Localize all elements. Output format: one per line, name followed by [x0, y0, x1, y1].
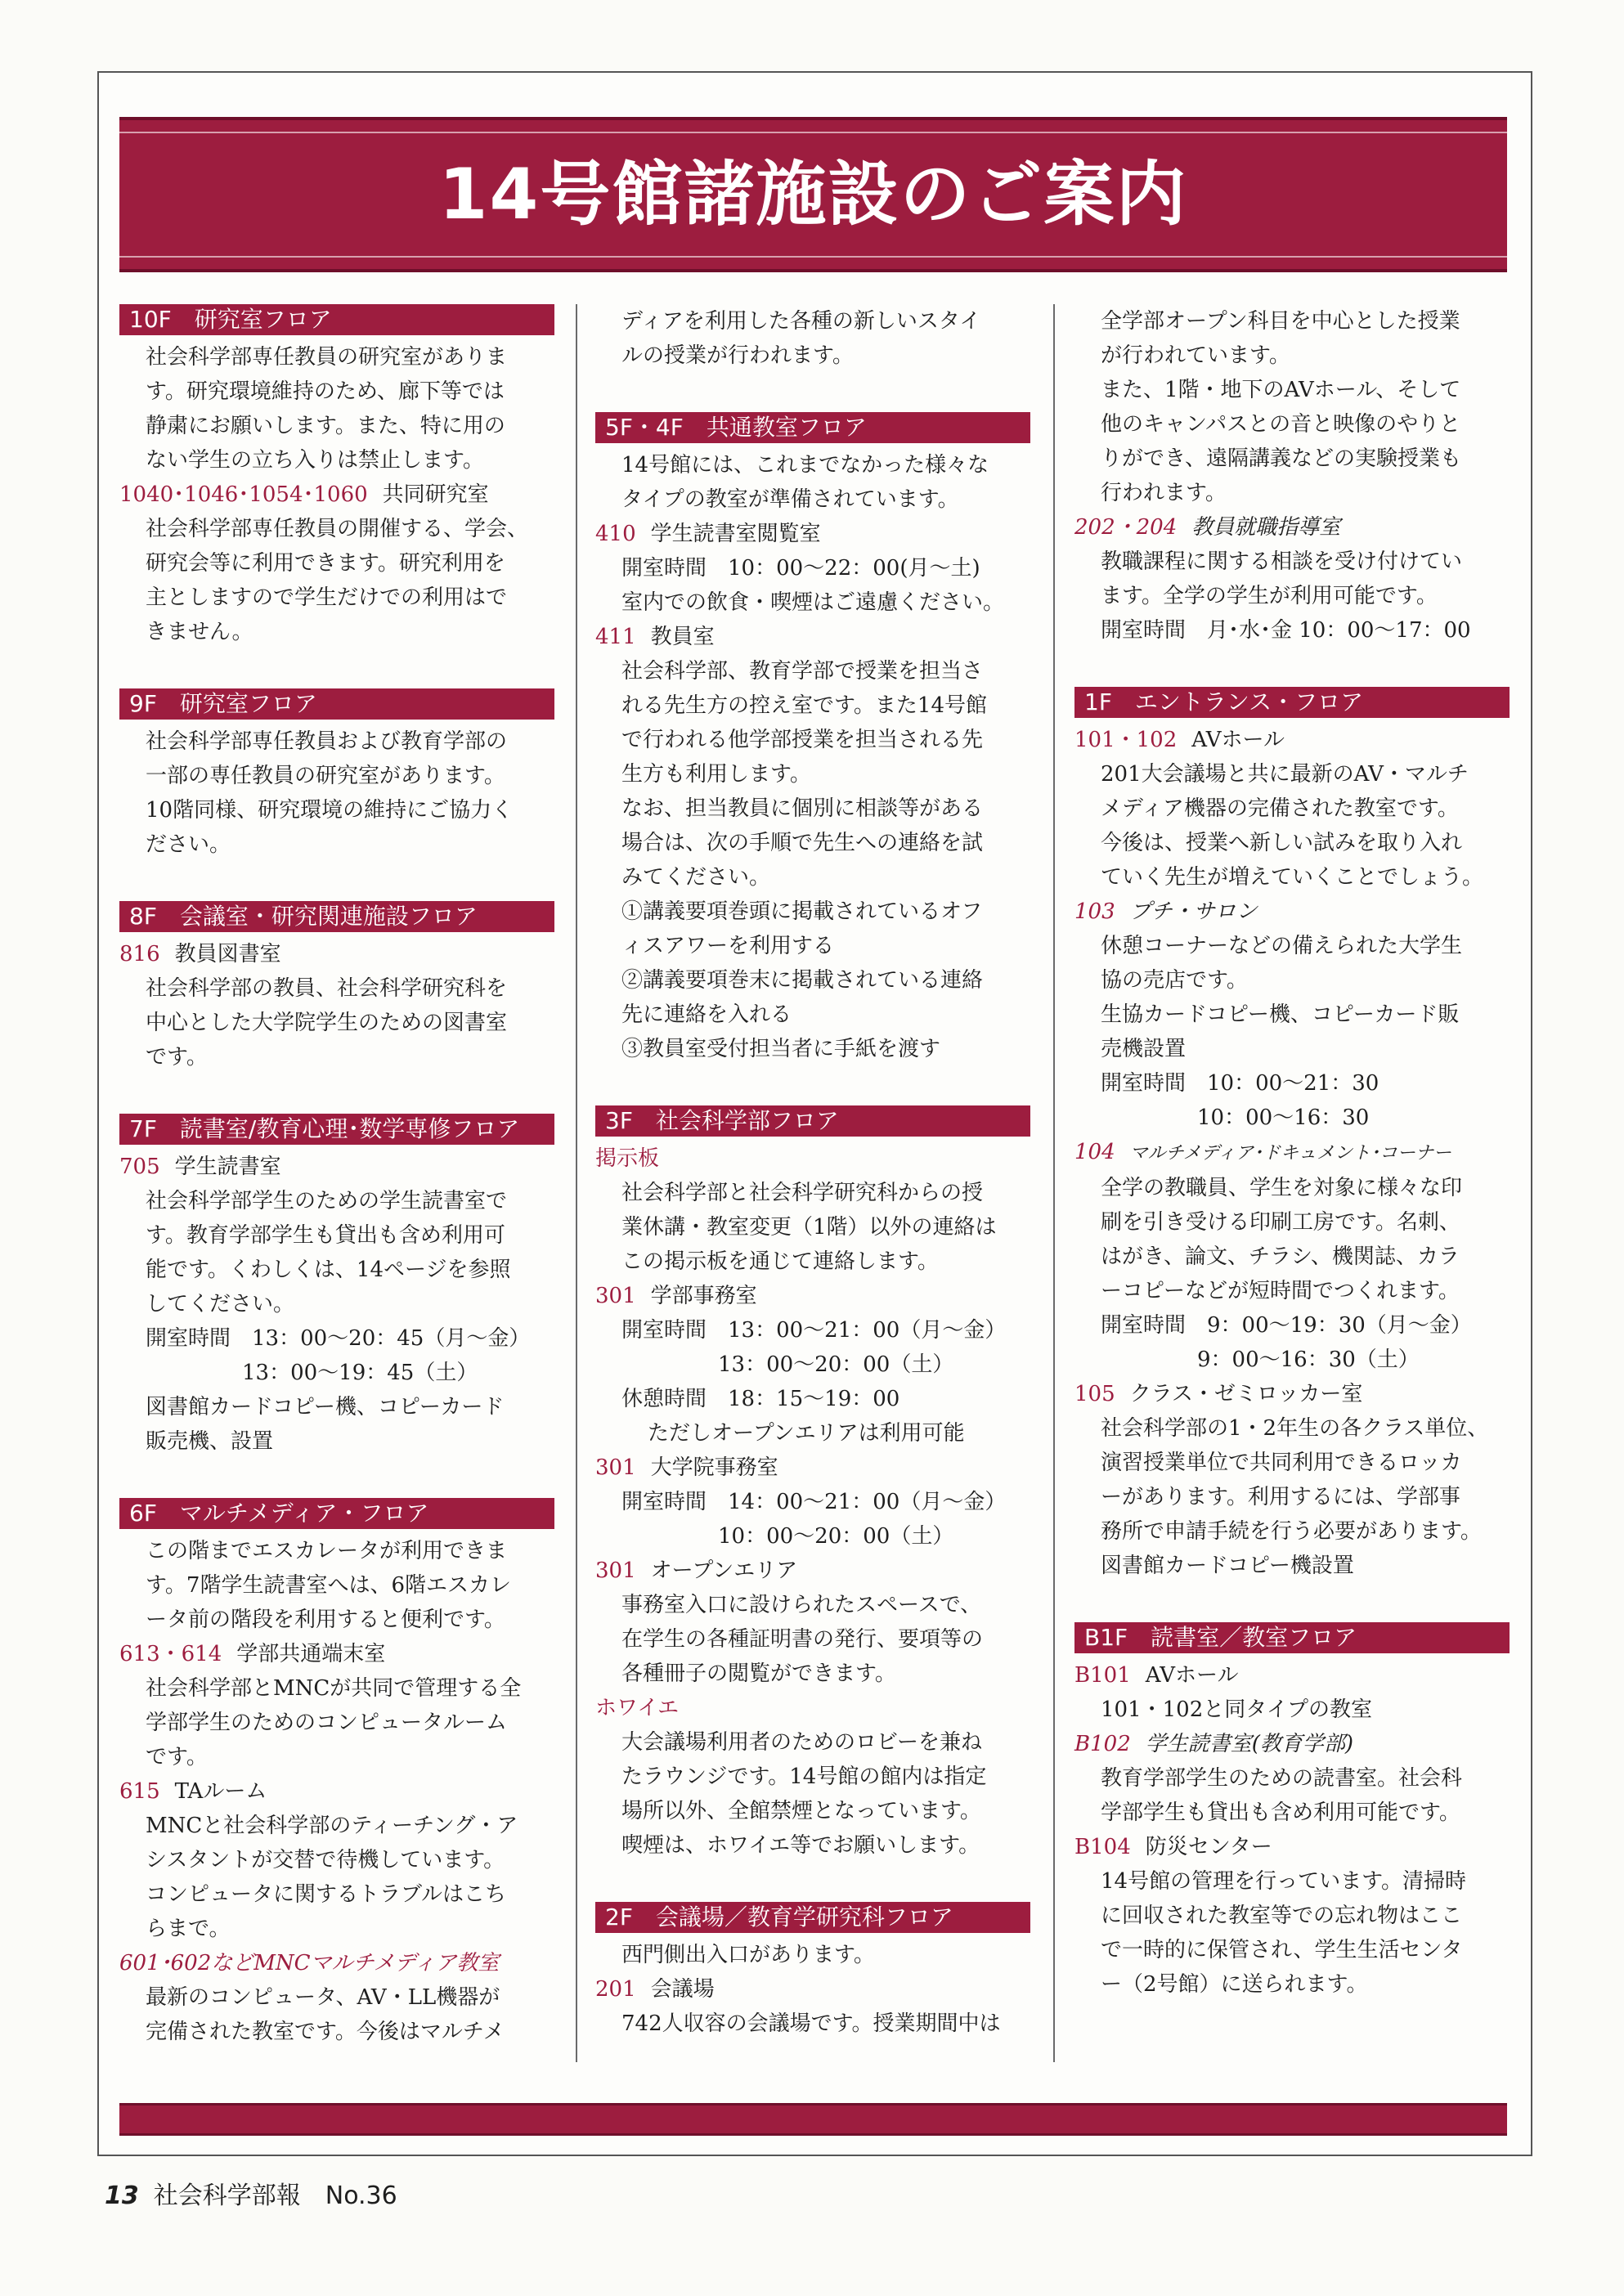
hours-line: 9：00〜16：30（土）: [1197, 1348, 1420, 1372]
text-line: 学部学生も貸出も含め利用可能です。: [1101, 1800, 1460, 1825]
room-number: 104: [1074, 1140, 1115, 1164]
room-number: 615: [119, 1779, 160, 1804]
section-2f: [595, 1902, 1037, 2041]
text-line: です。: [146, 1745, 208, 1769]
section-header: 1F エントランス・フロア: [1074, 687, 1510, 718]
text-line: 能です。くわしくは、14ページを参照: [146, 1258, 511, 1282]
text-line: 101・102と同タイプの教室: [1101, 1697, 1372, 1722]
text-line: 201大会議場と共に最新のAV・マルチ: [1101, 762, 1469, 787]
hours-line: 開室時間 14：00〜21：00（月〜金）: [621, 1490, 1007, 1514]
room-heading: [1074, 1377, 1516, 1411]
text-line: ない学生の立ち入りは禁止します。: [146, 448, 484, 473]
room-heading: [595, 1972, 1037, 2007]
section-9f: [119, 688, 561, 862]
section-header: 10F 研究室フロア: [119, 304, 554, 335]
page-footer: [105, 2175, 397, 2211]
text-line: 教職課程に関する相談を受け付けてい: [1101, 549, 1463, 574]
text-line: ださい。: [146, 832, 231, 857]
room-number: 1040･1046･1054･1060: [119, 482, 368, 507]
room-number: 816: [119, 942, 160, 966]
room-name: 学生読書室: [174, 1155, 281, 1179]
text-line: 生協カードコピー機、コピーカード販: [1101, 1002, 1460, 1027]
text-line: タイプの教室が準備されています。: [621, 487, 959, 512]
bottom-bar: [119, 2103, 1507, 2136]
text-line: に回収された教室等での忘れ物はここ: [1101, 1904, 1463, 1928]
room-name: 大学院事務室: [650, 1455, 778, 1480]
text-line: たラウンジです。14号館の館内は指定: [621, 1765, 987, 1789]
section-6f: [119, 1498, 561, 2049]
text-line: 喫煙は、ホワイエ等でお願いします。: [621, 1833, 980, 1858]
room-name: AVホール: [1191, 728, 1285, 752]
hours-line: 開室時間 13：00〜20：45（月〜金）: [146, 1326, 531, 1351]
room-heading: [119, 478, 561, 512]
text-line: らまで。: [146, 1917, 231, 1941]
room-heading: [595, 620, 1037, 654]
room-heading: [595, 1451, 1037, 1485]
room-name: クラス・ゼミロッカー室: [1129, 1382, 1363, 1406]
room-number: 202・204: [1074, 515, 1178, 540]
text-line: ただしオープンエリアは利用可能: [648, 1421, 965, 1446]
room-number: 301: [595, 1284, 636, 1308]
text-line: してください。: [146, 1292, 295, 1316]
text-line: す。7階学生読書室へは、6階エスカレ: [146, 1573, 512, 1598]
text-line: 社会科学部専任教員および教育学部の: [146, 729, 508, 754]
hours-line: 開室時間 10：00〜22：00(月〜土): [621, 556, 980, 581]
text-line: 休憩コーナーなどの備えられた大学生: [1101, 934, 1463, 958]
text-line: 事務室入口に設けられたスペースで、: [621, 1593, 982, 1617]
hours-line: 休憩時間 18：15〜19：00: [621, 1387, 900, 1411]
text-line: 社会科学部、教育学部で授業を担当さ: [621, 659, 984, 684]
text-line: 全学部オープン科目を中心とした授業: [1101, 309, 1460, 334]
text-line: 務所で申請手続を行う必要があります。: [1101, 1519, 1482, 1544]
text-line: 売機設置: [1101, 1037, 1187, 1061]
room-name: 防災センター: [1145, 1835, 1272, 1859]
section-continued: [1074, 304, 1516, 648]
hours-line: 13：00〜19：45（土）: [242, 1361, 478, 1385]
room-heading: [1074, 723, 1516, 757]
text-line: はがき、論文、チラシ、機関誌、カラ: [1101, 1244, 1460, 1269]
page-number: 13: [105, 2182, 139, 2210]
room-name: マルチメディア･ドキュメント･コーナー: [1129, 1143, 1452, 1164]
text-line: で行われる他学部授業を担当される先: [621, 728, 984, 752]
text-line: れる先生方の控え室です。また14号館: [621, 693, 988, 718]
text-line: ーがあります。利用するには、学部事: [1101, 1485, 1460, 1509]
section-3f: [595, 1105, 1037, 1863]
text-line: 行われます。: [1101, 481, 1227, 505]
text-line: りができ、遠隔講義などの実験授業も: [1101, 446, 1461, 471]
room-heading: [119, 937, 561, 971]
section-header: 7F 読書室/教育心理･数学専修フロア: [119, 1114, 554, 1145]
section-b1f: [1074, 1622, 1516, 2002]
room-heading: [1074, 1830, 1516, 1864]
room-name: 教員就職指導室: [1191, 515, 1341, 540]
text-line: 社会科学部の1・2年生の各クラス単位、: [1101, 1416, 1489, 1441]
text-line: 室内での飲食・喫煙はご遠慮ください。: [621, 590, 1005, 615]
text-line: ルの授業が行われます。: [621, 343, 854, 368]
room-heading: [595, 1554, 1037, 1588]
room-name: 教員図書室: [174, 942, 281, 966]
section-8f: [119, 901, 561, 1074]
text-line: ディアを利用した各種の新しいスタイ: [621, 309, 981, 334]
text-line: コンピュータに関するトラブルはこち: [146, 1882, 506, 1907]
text-line: ③教員室受付担当者に手紙を渡す: [621, 1037, 941, 1061]
text-line: が行われています。: [1101, 343, 1290, 368]
text-line: 主としますので学生だけでの利用はで: [146, 585, 508, 610]
text-line: 静粛にお願いします。また、特に用の: [146, 414, 505, 438]
section-header: 8F 会議室・研究関連施設フロア: [119, 901, 554, 932]
room-number: 101・102: [1074, 728, 1178, 752]
room-name: TAルーム: [174, 1779, 267, 1804]
room-number: 411: [595, 625, 636, 649]
text-line: ーコピーなどが短時間でつくれます。: [1101, 1279, 1460, 1303]
banner-rule-top: [119, 132, 1507, 133]
room-heading: [1074, 895, 1516, 929]
hours-line: 開室時間 13：00〜21：00（月〜金）: [621, 1318, 1007, 1343]
text-line: また、1階・地下のAVホール、そして: [1101, 378, 1461, 402]
publication-name: 社会科学部報 No.36: [153, 2182, 397, 2210]
room-name: AVホール: [1145, 1663, 1239, 1688]
room-heading: [1074, 1135, 1516, 1171]
text-line: なお、担当教員に個別に相談等がある: [621, 796, 984, 821]
text-line: 社会科学部専任教員の開催する、学会、: [146, 517, 529, 541]
column-3: [1074, 304, 1516, 2041]
text-line: 14号館には、これまでなかった様々な: [621, 453, 989, 478]
text-line: 大会議場利用者のためのロビーを兼ね: [621, 1730, 982, 1755]
room-heading: 掲示板: [595, 1146, 660, 1171]
text-line: 刷を引き受ける印刷工房です。名刺、: [1101, 1210, 1460, 1235]
room-number: 613・614: [119, 1642, 222, 1666]
text-line: 場所以外、全館禁煙となっています。: [621, 1799, 981, 1823]
hours-line: 開室時間 月･水･金 10：00〜17：00: [1101, 618, 1471, 643]
room-heading: [1074, 510, 1516, 545]
room-heading: 601･602などMNCマルチメディア教室: [119, 1951, 500, 1975]
room-name: 学生読書室(教育学部): [1145, 1732, 1354, 1756]
text-line: みてください。: [621, 865, 771, 890]
text-line: ます。全学の学生が利用可能です。: [1101, 584, 1438, 608]
room-name: 学部共通端末室: [236, 1642, 386, 1666]
room-name: 会議場: [650, 1977, 715, 2002]
text-line: 生方も利用します。: [621, 762, 811, 787]
column-2: [595, 304, 1037, 2080]
text-line: ータ前の階段を利用すると便利です。: [146, 1608, 505, 1632]
text-line: す。教育学部学生も貸出も含め利用可: [146, 1223, 505, 1248]
text-line: MNCと社会科学部のティーチング・ア: [146, 1814, 518, 1838]
room-name: 学部事務室: [650, 1284, 757, 1308]
room-number: 105: [1074, 1382, 1115, 1406]
room-heading: [119, 1637, 561, 1671]
text-line: す。研究環境維持のため、廊下等では: [146, 379, 505, 404]
room-name: 共同研究室: [382, 482, 489, 507]
text-line: メディア機器の完備された教室です。: [1101, 796, 1459, 821]
text-line: 他のキャンパスとの音と映像のやりと: [1101, 412, 1461, 437]
text-line: きません。: [146, 620, 253, 644]
section-header: 6F マルチメディア・フロア: [119, 1498, 554, 1529]
section-header: 5F・4F 共通教室フロア: [595, 412, 1030, 443]
text-line: 研究会等に利用できます。研究利用を: [146, 551, 505, 576]
room-heading: [595, 1279, 1037, 1313]
text-line: 教育学部学生のための読書室。社会科: [1101, 1766, 1463, 1791]
text-line: ①講義要項巻頭に掲載されているオフ: [621, 899, 983, 924]
room-name: プチ・サロン: [1129, 899, 1258, 924]
text-line: 14号館の管理を行っています。清掃時: [1101, 1869, 1467, 1894]
hours-line: 13：00〜20：00（土）: [718, 1352, 954, 1377]
column-divider-2: [1053, 304, 1055, 2062]
text-line: 図書館カードコピー機、コピーカード: [146, 1395, 505, 1419]
text-line: 業休講・教室変更（1階）以外の連絡は: [621, 1215, 997, 1240]
text-line: シスタントが交替で待機しています。: [146, 1848, 505, 1872]
room-number: B101: [1074, 1663, 1131, 1688]
text-line: 図書館カードコピー機設置: [1101, 1554, 1354, 1578]
text-line: 最新のコンピュータ、AV・LL機器が: [146, 1985, 500, 2010]
text-line: 在学生の各種証明書の発行、要項等の: [621, 1627, 984, 1652]
text-line: ー（2号館）に送られます。: [1101, 1972, 1368, 1997]
room-number: 301: [595, 1558, 636, 1583]
text-line: 完備された教室です。今後はマルチメ: [146, 2020, 505, 2044]
hours-line: 10：00〜16：30: [1197, 1105, 1370, 1130]
text-line: 全学の教職員、学生を対象に様々な印: [1101, 1176, 1463, 1200]
text-line: 中心とした大学院学生のための図書室: [146, 1011, 508, 1035]
text-line: 10階同様、研究環境の維持にご協力く: [146, 798, 514, 823]
banner-rule-bottom: [119, 256, 1507, 258]
room-name: 学生読書室閲覧室: [650, 522, 821, 546]
title-banner: [119, 117, 1507, 272]
text-line: です。: [146, 1045, 208, 1070]
text-line: 場合は、次の手順で先生への連絡を試: [621, 831, 984, 855]
text-line: 一部の専任教員の研究室があります。: [146, 764, 505, 788]
room-heading: [1074, 1658, 1516, 1693]
text-line: この掲示板を通じて連絡します。: [621, 1249, 939, 1274]
hours-line: 開室時間 9：00〜19：30（月〜金）: [1101, 1313, 1472, 1338]
section-header: 2F 会議場／教育学研究科フロア: [595, 1902, 1030, 1933]
text-line: 販売機、設置: [146, 1429, 274, 1454]
room-heading: [119, 1150, 561, 1184]
room-number: 301: [595, 1455, 636, 1480]
section-header: B1F 読書室／教室フロア: [1074, 1622, 1510, 1653]
text-line: ていく先生が増えていくことでしょう。: [1101, 865, 1484, 890]
room-number: 705: [119, 1155, 160, 1179]
section-continued: [595, 304, 1037, 373]
room-heading: ホワイエ: [595, 1696, 680, 1720]
room-number: 410: [595, 522, 636, 546]
section-7f: [119, 1114, 561, 1459]
text-line: 演習授業単位で共同利用できるロッカ: [1101, 1451, 1462, 1475]
room-heading: [119, 1774, 561, 1809]
page-title: 14号館諸施設のご案内: [438, 154, 1188, 235]
text-line: この階までエスカレータが利用できま: [146, 1539, 508, 1563]
text-line: 各種冊子の閲覧ができます。: [621, 1661, 896, 1686]
text-line: 今後は、授業へ新しい試みを取り入れ: [1101, 831, 1463, 855]
text-line: 社会科学部学生のための学生読書室で: [146, 1189, 508, 1213]
text-line: 社会科学部と社会科学研究科からの授: [621, 1181, 984, 1205]
text-line: 社会科学部の教員、社会科学研究科を: [146, 976, 508, 1001]
section-1f: [1074, 687, 1516, 1583]
text-line: 社会科学部とMNCが共同で管理する全: [146, 1676, 522, 1701]
room-name: オープンエリア: [650, 1558, 798, 1583]
text-line: 742人収容の会議場です。授業期間中は: [621, 2011, 1001, 2036]
text-line: で一時的に保管され、学生生活センタ: [1101, 1938, 1463, 1962]
column-divider-1: [576, 304, 577, 2062]
section-10f: [119, 304, 561, 649]
room-number: B104: [1074, 1835, 1131, 1859]
section-header: 9F 研究室フロア: [119, 688, 554, 720]
text-line: ィスアワーを利用する: [621, 934, 835, 958]
room-heading: [1074, 1727, 1516, 1761]
text-line: 先に連絡を入れる: [621, 1002, 792, 1027]
room-number: B102: [1074, 1732, 1131, 1756]
text-line: ②講義要項巻末に掲載されている連絡: [621, 968, 984, 993]
text-line: 西門側出入口があります。: [621, 1943, 875, 1967]
section-header: 3F 社会科学部フロア: [595, 1105, 1030, 1137]
room-heading: [595, 517, 1037, 551]
text-line: 学部学生のためのコンピュータルーム: [146, 1711, 508, 1735]
room-name: 教員室: [650, 625, 715, 649]
text-line: 社会科学部専任教員の研究室がありま: [146, 345, 508, 370]
text-line: 協の売店です。: [1101, 968, 1248, 993]
hours-line: 10：00〜20：00（土）: [718, 1524, 954, 1549]
room-number: 103: [1074, 899, 1115, 924]
hours-line: 開室時間 10：00〜21：30: [1101, 1071, 1380, 1096]
column-1: [119, 304, 561, 2088]
section-5f-4f: [595, 412, 1037, 1066]
room-number: 201: [595, 1977, 636, 2002]
